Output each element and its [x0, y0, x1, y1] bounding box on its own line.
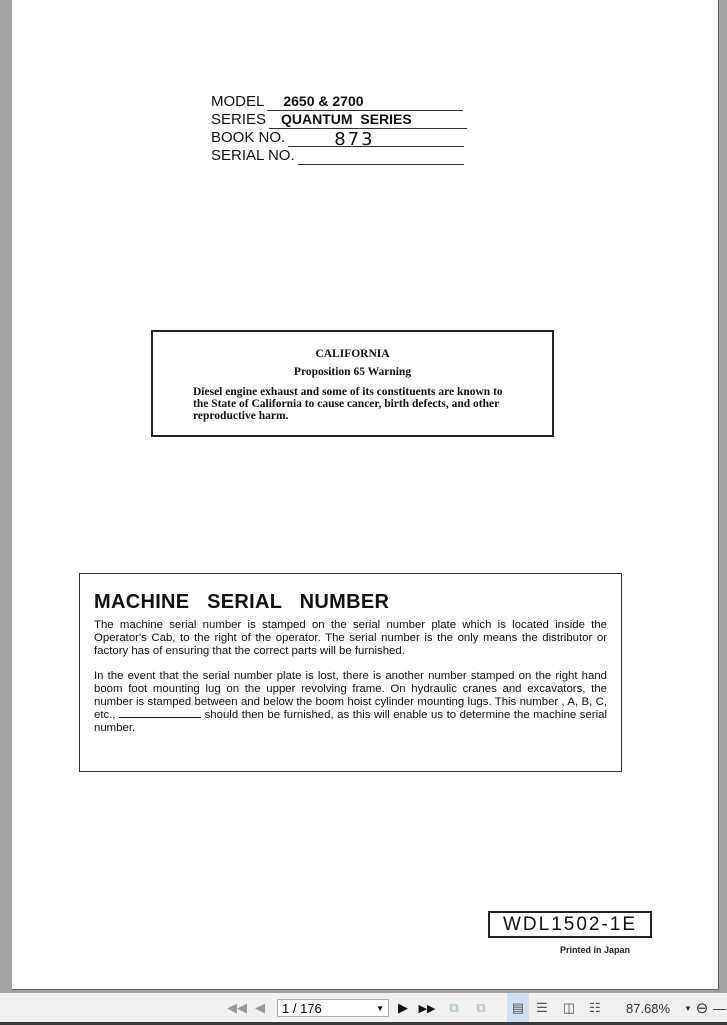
model-label: MODEL	[211, 93, 265, 110]
single-page-icon[interactable]: ▤	[507, 993, 529, 1023]
paragraph-2-start: In the event that the serial number plate is lost, there is another number stamped on the right hand boom foot mounting lug on the upper revolving frame. On hydraulic cranes and excavators, the number is stamped between and below the boom hoist cylinder mounting lugs. This number , A, B, C, etc.,	[94, 669, 607, 722]
document-page	[12, 0, 719, 990]
warning-title: CALIFORNIA	[315, 348, 390, 360]
zoom-slider[interactable]: —	[713, 1000, 726, 1016]
prop65-warning-box	[151, 330, 554, 437]
blank-line	[119, 717, 201, 718]
serial-label: SERIAL NO.	[211, 147, 295, 164]
warning-body: Diesel engine exhaust and some of its constituents are known to the State of California to cause cancer, birth defects, and other reproductive harm.	[193, 386, 503, 422]
zoom-level[interactable]: 87.68%	[625, 1000, 671, 1016]
continuous-facing-icon[interactable]: ☷	[589, 1000, 601, 1015]
paragraph-2-end: should then be furnished, as this will enable us to determine the machine serial number.	[94, 709, 607, 735]
last-page-icon[interactable]: ▶▶	[418, 1002, 436, 1015]
document-code: WDL1502-1E	[488, 911, 652, 938]
viewer-toolbar	[0, 993, 727, 1023]
next-view-icon[interactable]: ⧉	[476, 1000, 486, 1015]
next-page-icon[interactable]: ▶	[398, 1000, 408, 1015]
warning-subtitle: Proposition 65 Warning	[293, 366, 412, 378]
series-value: QUANTUM SERIES	[281, 111, 412, 127]
facing-pages-icon[interactable]: ◫	[562, 1000, 576, 1015]
book-value-handwritten: 873	[334, 129, 375, 150]
model-value: 2650 & 2700	[283, 93, 364, 109]
previous-view-icon[interactable]: ⧉	[449, 1000, 459, 1015]
book-label: BOOK NO.	[211, 129, 286, 146]
section-title: MACHINE SERIAL NUMBER	[94, 591, 390, 613]
paragraph-1: The machine serial number is stamped on the serial number plate which is located inside the Operator's Cab, to the right of the operator. The serial number is the only means the distributor or factory has of ensuring that the correct parts will be furnished.	[94, 619, 607, 658]
series-label: SERIES	[211, 111, 267, 128]
machine-serial-number-box	[79, 573, 622, 772]
printed-in-japan: Printed in Japan	[560, 945, 631, 955]
zoom-dropdown-icon[interactable]: ▼	[684, 1003, 692, 1013]
model-info-block	[211, 93, 467, 165]
first-page-icon[interactable]: ◀◀	[227, 1000, 247, 1015]
paragraph-2	[94, 670, 607, 736]
zoom-out-icon[interactable]: ⊖	[695, 1000, 709, 1017]
page-number-input[interactable]	[277, 999, 389, 1017]
continuous-page-icon[interactable]: ☰	[536, 1000, 548, 1015]
chevron-down-icon[interactable]: ▼	[376, 1004, 384, 1013]
page-indicator: 1 / 176	[282, 1001, 322, 1016]
previous-page-icon[interactable]: ◀	[255, 1000, 265, 1015]
